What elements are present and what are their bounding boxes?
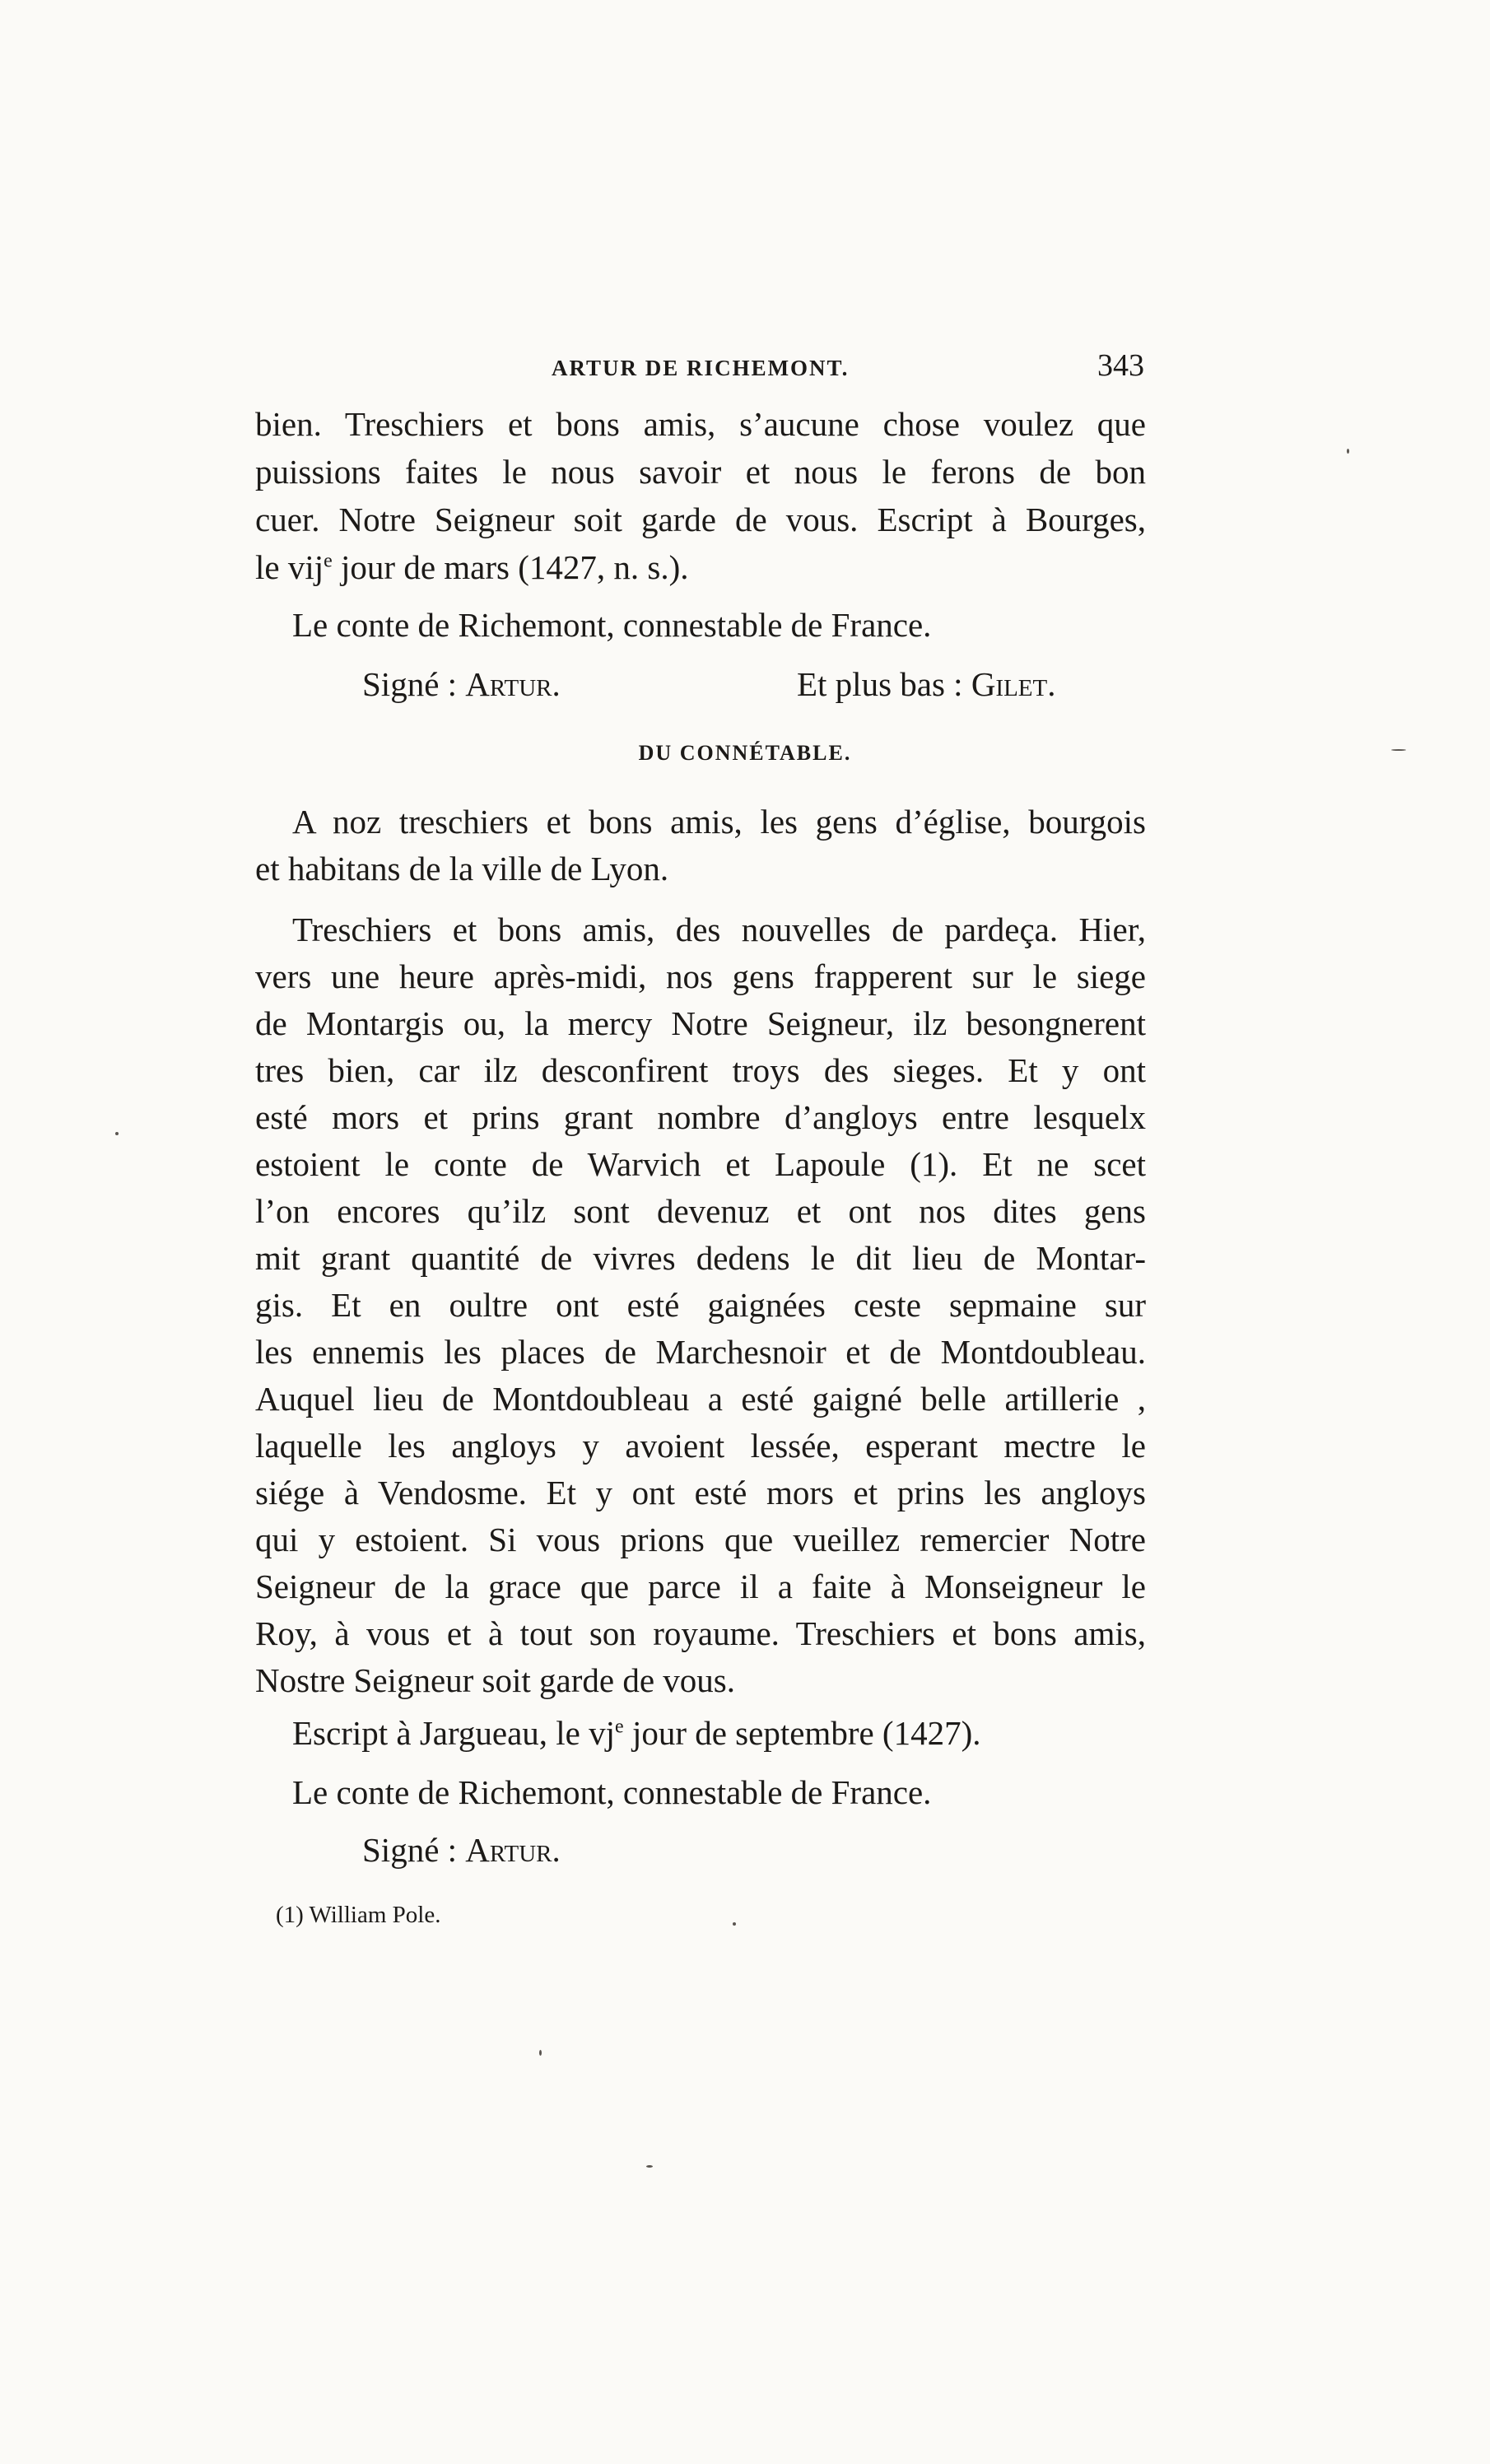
text-line: qui y estoient. Si vous prions que vueillez remercier Notre <box>255 1521 1146 1558</box>
date-text: jour de septembre (1427). <box>623 1714 981 1752</box>
date-text: le vij <box>255 548 324 586</box>
text-line: les ennemis les places de Marchesnoir et de Montdoubleau. <box>255 1333 1146 1371</box>
signature-line <box>362 664 561 705</box>
text-line: de Montargis ou, la mercy Notre Seigneur, ilz besongnerent <box>255 1004 1146 1042</box>
signature-name: Artur. <box>465 665 561 703</box>
text-line: l’on encores qu’ilz sont devenuz et ont nos dites gens <box>255 1192 1146 1230</box>
superscript: e <box>615 1716 624 1738</box>
text-line: gis. Et en oultre ont esté gaignées ceste sepmaine sur <box>255 1286 1146 1324</box>
scan-speck <box>1347 449 1349 454</box>
running-title: ARTUR DE RICHEMONT. <box>552 356 850 380</box>
date-line <box>255 547 688 588</box>
text-line: Nostre Seigneur soit garde de vous. <box>255 1661 735 1699</box>
signed-label: Signé : <box>362 1831 466 1869</box>
text-line: Roy, à vous et à tout son royaume. Treschiers et bons amis, <box>255 1614 1146 1652</box>
scan-speck <box>539 2050 542 2056</box>
text-line: Treschiers et bons amis, des nouvelles de pardeça. Hier, <box>292 911 1146 948</box>
text-line: tres bien, car ilz desconfirent troys des sieges. Et y ont <box>255 1051 1146 1089</box>
signature-line <box>362 1829 561 1870</box>
signature-name: Artur. <box>465 1831 561 1869</box>
countersignature-line <box>797 664 1056 705</box>
below-label: Et plus bas : <box>797 665 971 703</box>
text-line: puissions faites le nous savoir et nous le ferons de bon <box>255 453 1146 491</box>
text-line: laquelle les angloys y avoient lessée, esperant mectre le <box>255 1427 1146 1465</box>
page-number: 343 <box>1097 348 1144 383</box>
scan-speck <box>1391 749 1406 751</box>
address-line: et habitans de la ville de Lyon. <box>255 850 669 887</box>
scan-speck <box>646 2165 653 2168</box>
text-line: vers une heure après-midi, nos gens frapperent sur le siege <box>255 957 1146 995</box>
text-line: esté mors et prins grant nombre d’angloys entre lesquelx <box>255 1098 1146 1136</box>
text-line: mit grant quantité de vivres dedens le dit lieu de Montar- <box>255 1239 1146 1277</box>
text-line: Auquel lieu de Montdoubleau a esté gaigné belle artillerie , <box>255 1380 1146 1418</box>
text-line: siége à Vendosme. Et y ont esté mors et prins les angloys <box>255 1474 1146 1511</box>
author-line: Le conte de Richemont, connestable de France. <box>292 606 932 644</box>
footnote: (1) William Pole. <box>276 1902 441 1928</box>
text-line: estoient le conte de Warvich et Lapoule (1). Et ne scet <box>255 1145 1146 1183</box>
section-heading: DU CONNÉTABLE. <box>638 741 852 765</box>
text-line: cuer. Notre Seigneur soit garde de vous. Escript à Bourges, <box>255 501 1146 538</box>
superscript: e <box>324 550 333 572</box>
text-line: bien. Treschiers et bons amis, s’aucune chose voulez que <box>255 405 1146 443</box>
text-line: Seigneur de la grace que parce il a faite à Monseigneur le <box>255 1567 1146 1605</box>
page-header <box>247 347 1144 397</box>
address-line: A noz treschiers et bons amis, les gens d’église, bourgois <box>292 803 1146 841</box>
signed-label: Signé : <box>362 665 466 703</box>
author-line: Le conte de Richemont, connestable de France. <box>292 1773 932 1811</box>
date-line <box>292 1712 980 1754</box>
date-text: jour de mars (1427, n. s.). <box>332 548 689 586</box>
scan-speck <box>733 1922 736 1926</box>
scan-speck <box>115 1132 119 1135</box>
date-text: Escript à Jargueau, le vj <box>292 1714 616 1752</box>
countersignature-name: Gilet. <box>971 665 1056 703</box>
